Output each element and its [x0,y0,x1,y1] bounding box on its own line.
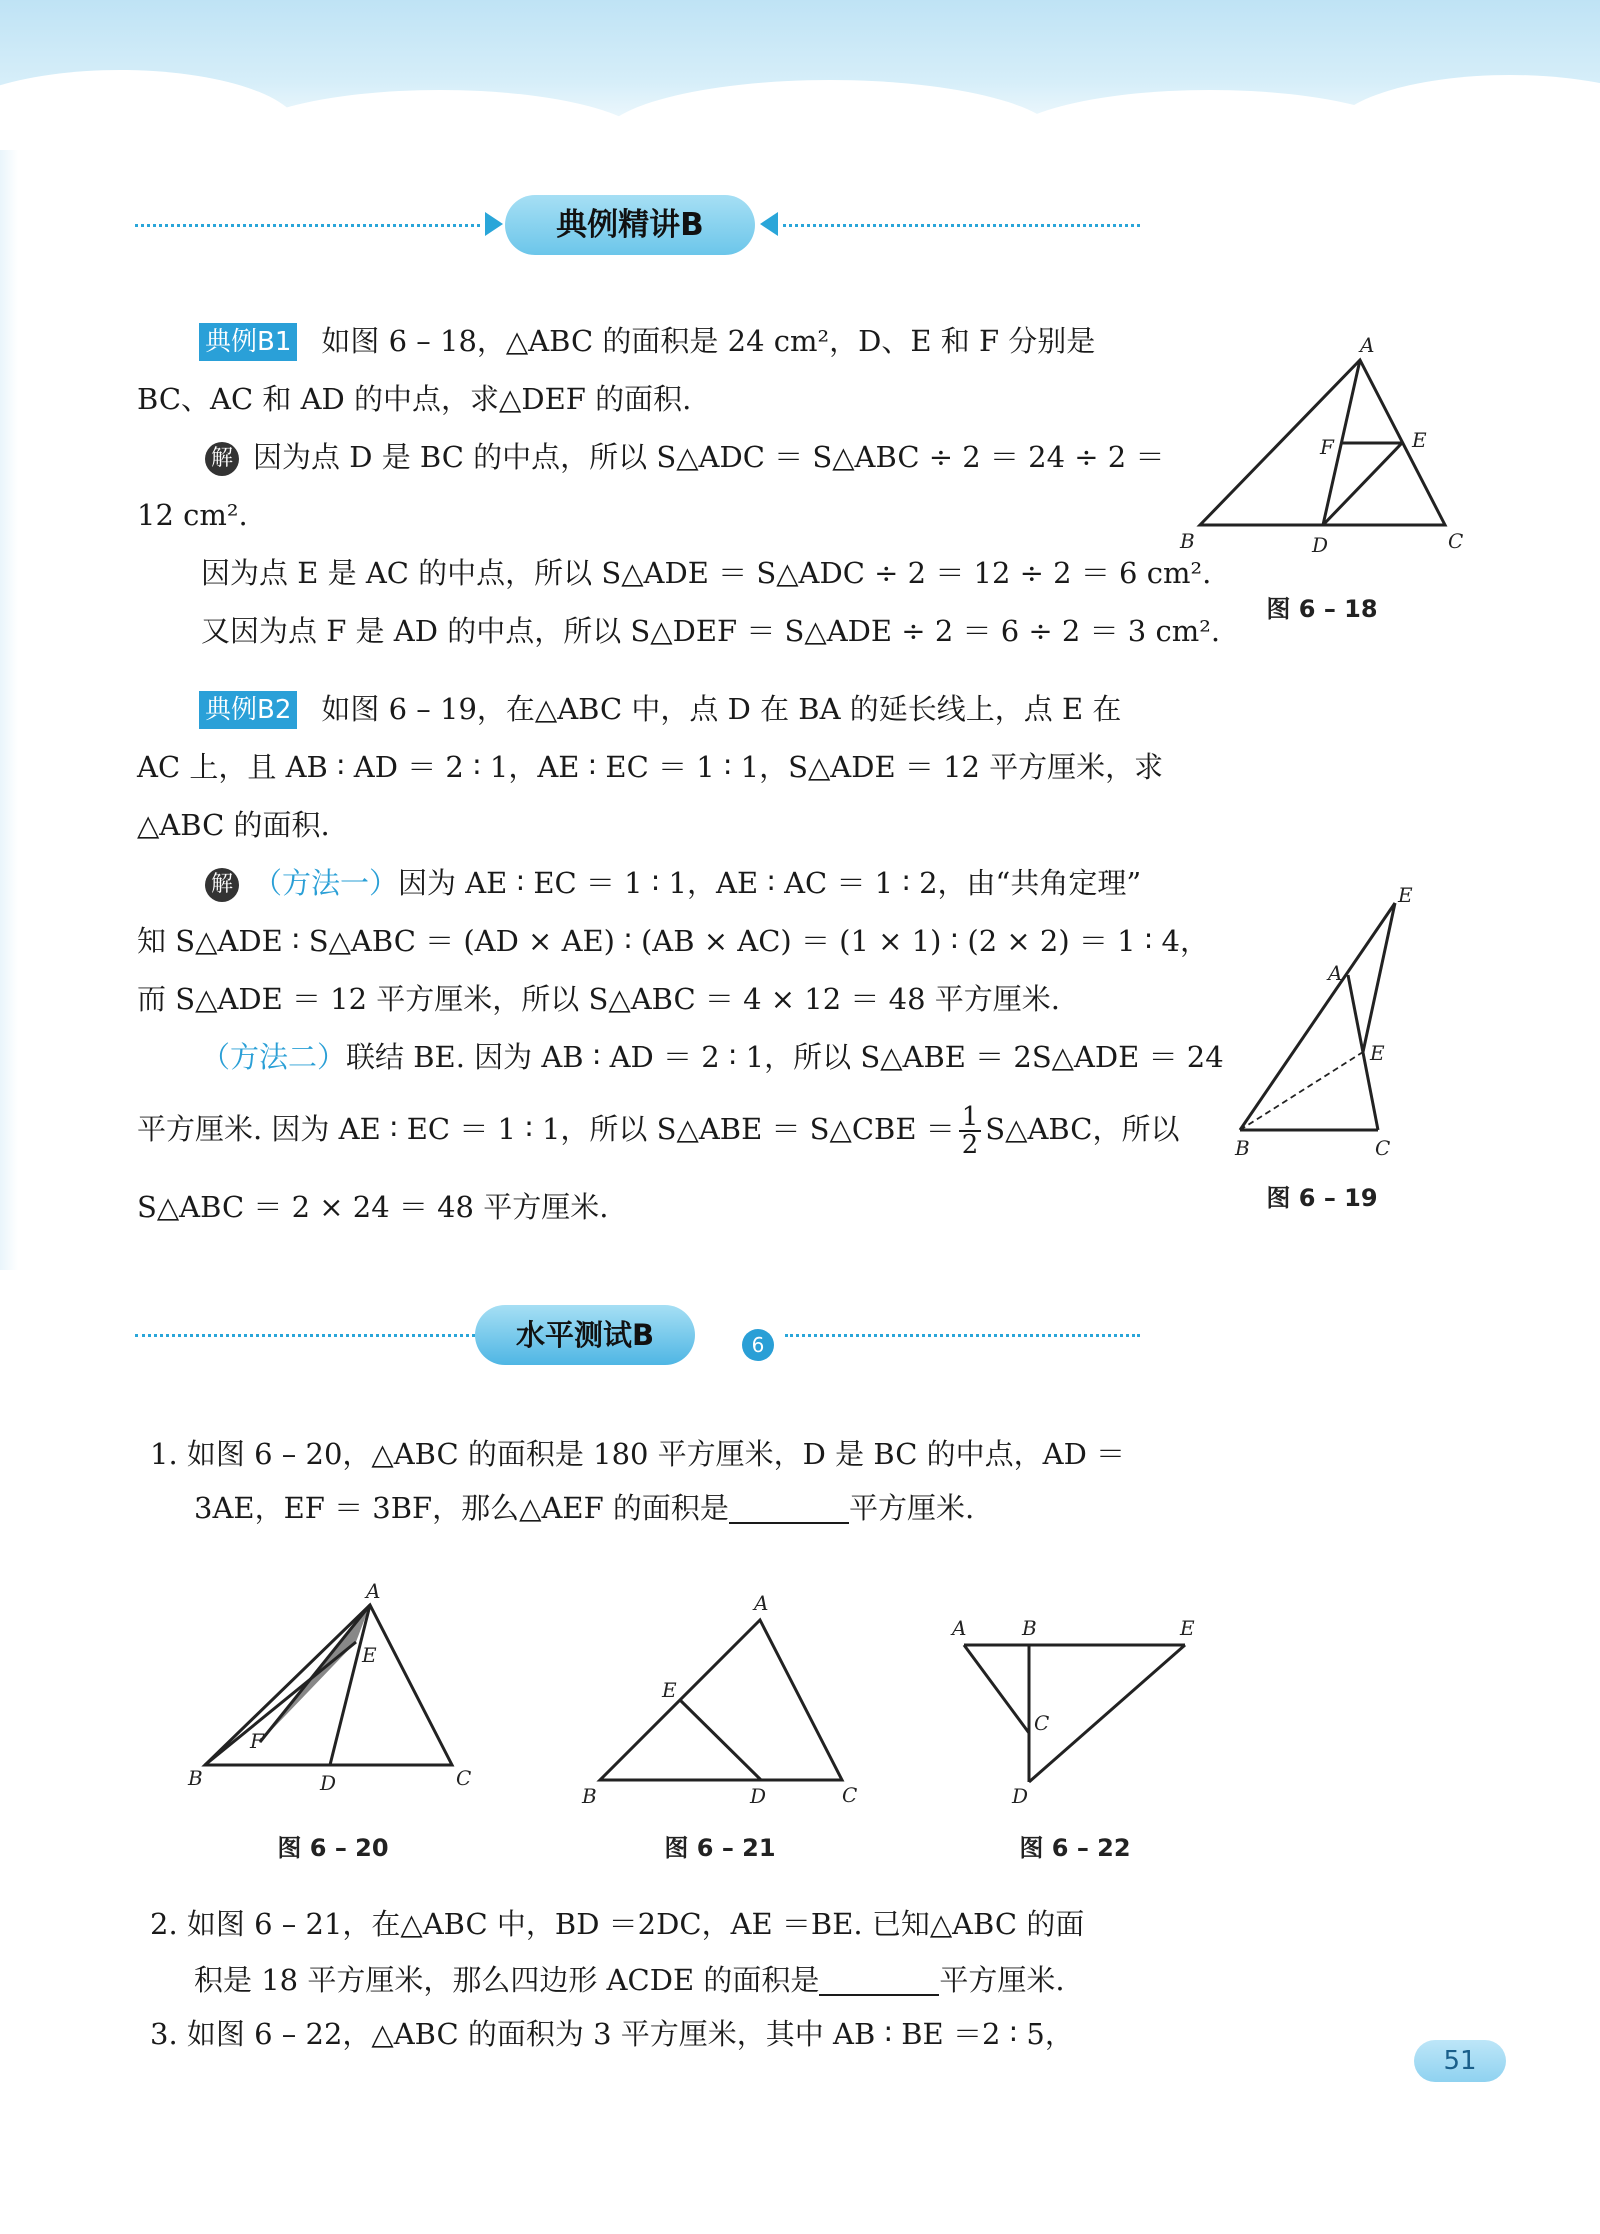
point-label: B [582,1784,597,1808]
point-label: E [1370,1041,1385,1065]
solution-text: S△ABC，所以 [985,1112,1180,1146]
point-label: D [1012,1784,1029,1808]
point-label: E [1398,883,1413,907]
point-label: A [366,1579,381,1603]
problem-text: △ABC 的面积. [137,808,330,842]
exercise-text: 3. 如图 6 – 22，△ABC 的面积为 3 平方厘米，其中 AB ∶ BE ＝2 ∶ 5， [150,2017,1074,2051]
point-label: C [1034,1711,1050,1735]
point-label: C [456,1766,472,1790]
fraction-denominator: 2 [961,1130,979,1160]
exercise-3 [150,2005,1150,2065]
level-badge: 6 [742,1329,774,1361]
solution-text: 12 cm². [137,498,248,532]
example-tag: 典例B1 [199,323,297,361]
point-label: A [754,1591,769,1615]
point-label: F [250,1729,264,1753]
exercise-1 [150,1425,1150,1545]
figure-caption: 图 6 – 20 [277,1834,389,1862]
segment-be-dashed [1240,1052,1363,1130]
solution-text: 因为点 D 是 BC 的中点，所以 S△ADC ＝ S△ABC ÷ 2 ＝ 24 ÷ 2 ＝ [253,440,1165,474]
point-label: B [1235,1136,1250,1160]
solution-text: 而 S△ADE ＝ 12 平方厘米，所以 S△ABC ＝ 4 × 12 ＝ 48 平方厘米. [137,982,1060,1016]
solution-text: 因为 AE ∶ EC ＝ 1 ∶ 1，AE ∶ AC ＝ 1 ∶ 2，由“共角定理” [398,866,1142,900]
fraction-one-half [959,1104,982,1158]
figure-6-22 [940,1610,1220,1810]
dotted-rule [785,1334,1140,1337]
exercise-text: 2. 如图 6 – 21，在△ABC 中，BD ＝2DC，AE ＝BE. 已知△ABC 的面 [150,1907,1085,1941]
figure-6-20 [180,1570,490,1800]
point-label: C [842,1783,858,1807]
segment-de [1323,443,1402,525]
point-label: E [1412,428,1427,452]
solution-mark: 解 [205,868,239,902]
segment-ed [1029,1645,1185,1782]
figure-6-18 [1170,330,1470,570]
exercise-2 [150,1895,1150,2015]
figure-caption: 图 6 – 21 [664,1834,776,1862]
arrow-left-icon [760,212,778,236]
point-label: A [952,1616,967,1640]
dotted-rule [135,1334,475,1337]
solution-text: S△ABC ＝ 2 × 24 ＝ 48 平方厘米. [137,1190,609,1224]
solution-mark: 解 [205,442,239,476]
point-label: F [1320,435,1334,459]
figure-caption: 图 6 – 22 [1019,1834,1131,1862]
dotted-rule [783,224,1140,227]
segment-ed [680,1700,761,1780]
point-label: E [662,1678,677,1702]
problem-text: BC、AC 和 AD 的中点，求△DEF 的面积. [137,382,692,416]
point-label: D [750,1784,767,1808]
point-label: E [1180,1616,1195,1640]
figure-6-19 [1220,880,1430,1160]
method-label: （方法二） [201,1040,347,1074]
cloud-decoration [600,80,1060,200]
cloud-decoration [230,90,650,200]
solution-text: 平方厘米. 因为 AE ∶ EC ＝ 1 ∶ 1，所以 S△ABE ＝ S△CBE ＝ [137,1112,955,1146]
point-label: C [1375,1136,1391,1160]
section-header-level-test [135,1300,1140,1370]
method-label: （方法一） [253,866,399,900]
point-label: C [1448,529,1464,553]
page-number: 51 [1414,2040,1506,2082]
fraction-numerator: 1 [959,1104,982,1132]
example-b2 [137,680,1224,1240]
example-b1 [137,312,1221,662]
point-label: D [1312,533,1329,557]
answer-blank[interactable] [819,1964,939,1996]
exercise-text: 平方厘米. [939,1963,1065,1997]
figure-caption: 图 6 – 19 [1266,1184,1378,1212]
point-label: B [1180,529,1195,553]
problem-text: 如图 6 – 19，在△ABC 中，点 D 在 BA 的延长线上，点 E 在 [321,692,1122,726]
figure-caption: 图 6 – 18 [1266,595,1378,623]
problem-text: AC 上，且 AB ∶ AD ＝ 2 ∶ 1，AE ∶ EC ＝ 1 ∶ 1，S△ADE ＝ 12 平方厘米，求 [137,750,1164,784]
point-label: A [1328,961,1343,985]
section-title: 水平测试B [475,1305,695,1365]
point-label: D [320,1771,337,1795]
exercise-text: 1. 如图 6 – 20，△ABC 的面积是 180 平方厘米，D 是 BC 的中点，AD ＝ [150,1437,1126,1471]
arrow-right-icon [485,212,503,236]
section-title: 典例精讲B [505,195,755,255]
exercise-text: 积是 18 平方厘米，那么四边形 ACDE 的面积是 [194,1963,820,1997]
exercise-text: 3AE，EF ＝ 3BF，那么△AEF 的面积是 [194,1491,729,1525]
solution-text: 知 S△ADE ∶ S△ABC ＝ (AD × AE) ∶ (AB × AC) ＝ (1 × 1) ∶ (2 × 2) ＝ 1 ∶ 4， [137,924,1209,958]
point-label: B [188,1766,203,1790]
triangle-abc [600,1620,842,1780]
dotted-rule [135,224,480,227]
solution-text: 因为点 E 是 AC 的中点，所以 S△ADE ＝ S△ADC ÷ 2 ＝ 12 ÷ 2 ＝ 6 cm². [201,556,1212,590]
problem-text: 如图 6 – 18，△ABC 的面积是 24 cm²，D、E 和 F 分别是 [321,324,1096,358]
solution-text: 又因为点 F 是 AD 的中点，所以 S△DEF ＝ S△ADE ÷ 2 ＝ 6 ÷ 2 ＝ 3 cm². [201,614,1221,648]
triangle-abc [205,1605,452,1765]
answer-blank[interactable] [729,1492,849,1524]
point-label: E [362,1643,377,1667]
segment-ac [964,1645,1029,1733]
section-header-examples [135,190,1140,260]
point-label: A [1360,333,1375,357]
margin-shade [0,150,18,1270]
solution-text: 联结 BE. 因为 AB ∶ AD ＝ 2 ∶ 1，所以 S△ABE ＝ 2S△ADE ＝ 24 [346,1040,1224,1074]
figure-6-21 [570,1585,870,1810]
exercise-text: 平方厘米. [848,1491,975,1525]
point-label: B [1022,1616,1037,1640]
example-tag: 典例B2 [199,691,297,729]
